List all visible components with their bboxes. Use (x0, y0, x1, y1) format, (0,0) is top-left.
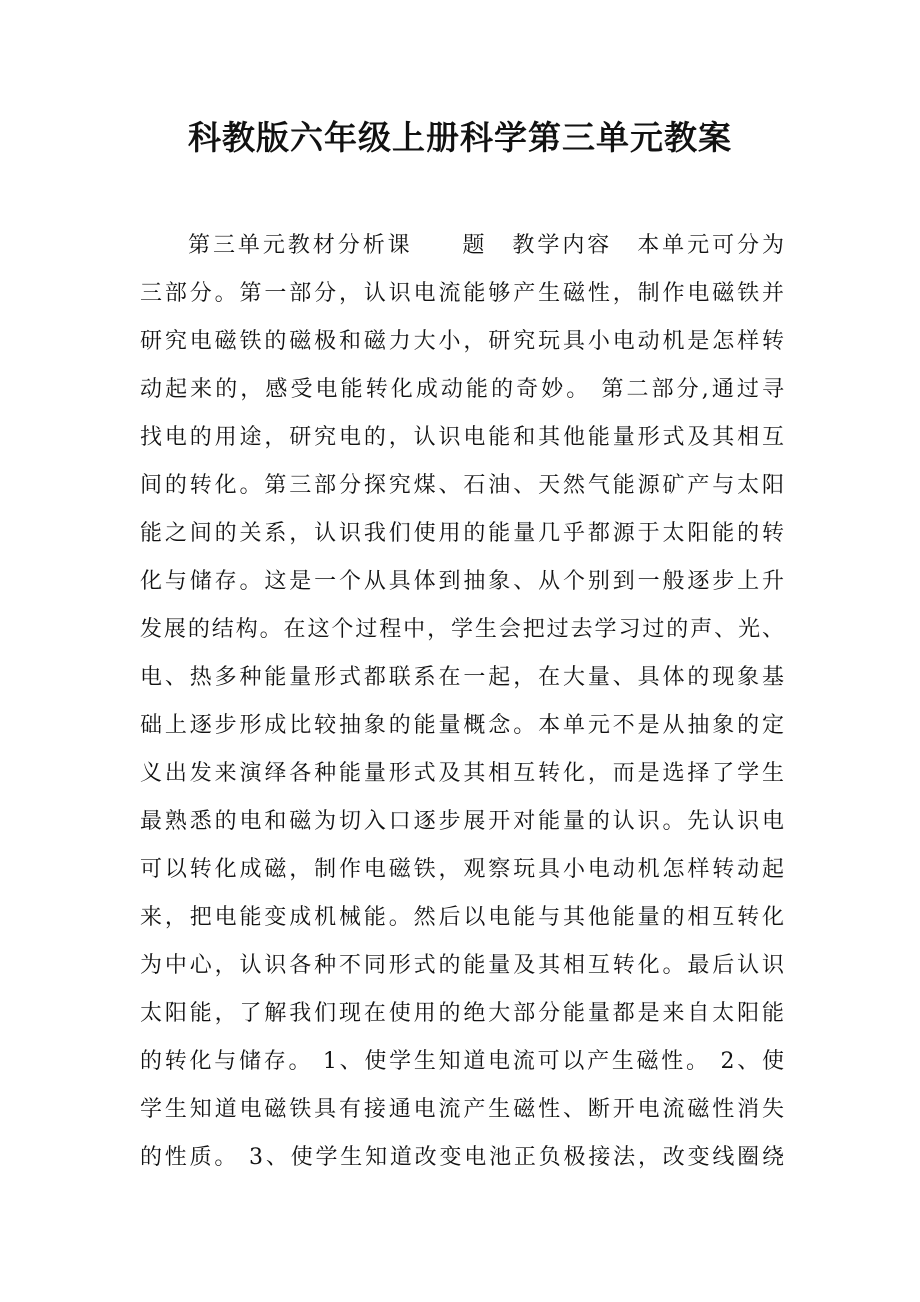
paragraph-line: 动起来的，感受电能转化成动能的奇妙。 第二部分,通过寻 (140, 377, 784, 402)
paragraph-line: 太阳能，了解我们现在使用的绝大部分能量都是来自太阳能 (140, 1001, 784, 1026)
paragraph-line: 间的转化。第三部分探究煤、石油、天然气能源矿产与太阳 (140, 473, 784, 498)
body-paragraph (140, 222, 784, 1182)
paragraph-line: 义出发来演绎各种能量形式及其相互转化，而是选择了学生 (140, 761, 784, 786)
document-title: 科教版六年级上册科学第三单元教案 (188, 118, 732, 157)
paragraph-line: 研究电磁铁的磁极和磁力大小，研究玩具小电动机是怎样转 (140, 329, 784, 354)
paragraph-line: 可以转化成磁，制作电磁铁，观察玩具小电动机怎样转动起 (140, 857, 784, 882)
paragraph-line: 为中心，认识各种不同形式的能量及其相互转化。最后认识 (140, 953, 784, 978)
paragraph-line: 的性质。 3、使学生知道改变电池正负极接法，改变线圈绕 (140, 1145, 784, 1170)
paragraph-line: 来，把电能变成机械能。然后以电能与其他能量的相互转化 (140, 905, 784, 930)
paragraph-line: 能之间的关系，认识我们使用的能量几乎都源于太阳能的转 (140, 521, 784, 546)
paragraph-line: 最熟悉的电和磁为切入口逐步展开对能量的认识。先认识电 (140, 809, 784, 834)
paragraph-line: 学生知道电磁铁具有接通电流产生磁性、断开电流磁性消失 (140, 1097, 784, 1122)
paragraph-line: 础上逐步形成比较抽象的能量概念。本单元不是从抽象的定 (140, 713, 784, 738)
paragraph-line: 发展的结构。在这个过程中，学生会把过去学习过的声、光、 (140, 617, 784, 642)
paragraph-line: 三部分。第一部分，认识电流能够产生磁性，制作电磁铁并 (140, 281, 784, 306)
paragraph-line: 的转化与储存。 1、使学生知道电流可以产生磁性。 2、使 (140, 1049, 784, 1074)
paragraph-line: 电、热多种能量形式都联系在一起，在大量、具体的现象基 (140, 665, 784, 690)
paragraph-line: 化与储存。这是一个从具体到抽象、从个别到一般逐步上升 (140, 569, 784, 594)
paragraph-line: 第三单元教材分析课 题 教学内容 本单元可分为 (188, 233, 784, 258)
paragraph-line: 找电的用途，研究电的，认识电能和其他能量形式及其相互 (140, 425, 784, 450)
